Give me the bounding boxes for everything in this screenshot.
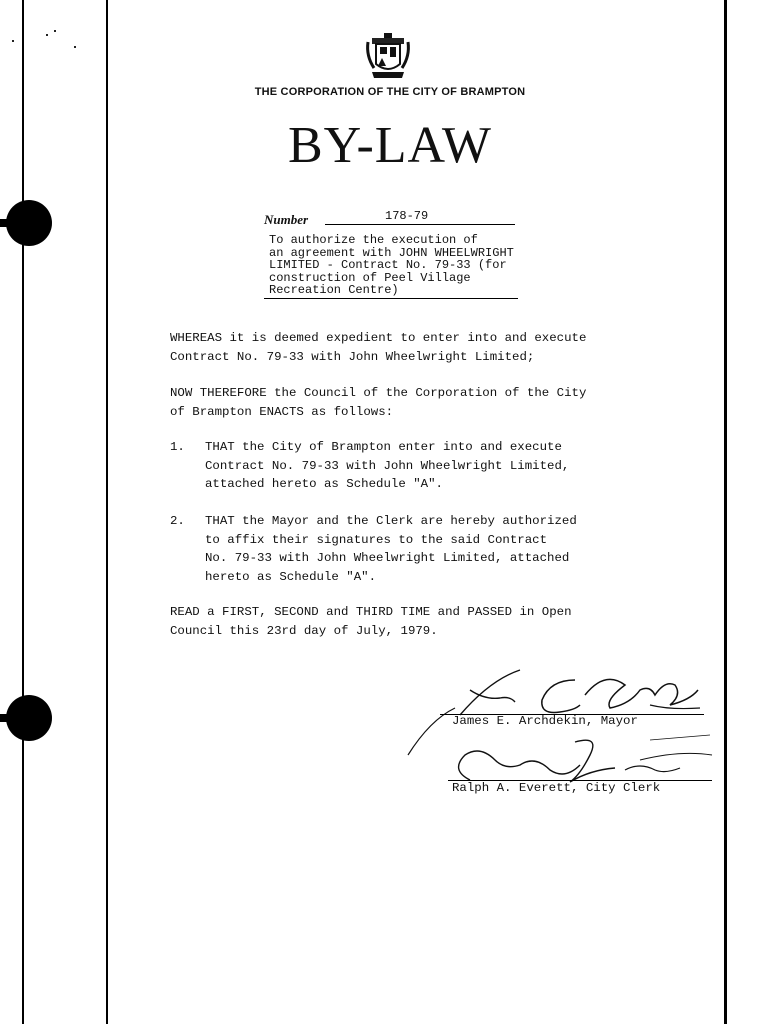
city-crest-icon xyxy=(362,30,414,82)
scan-speck xyxy=(54,30,56,32)
subject-underline xyxy=(264,298,518,299)
scan-speck xyxy=(46,34,48,36)
whereas-clause: WHEREAS it is deemed expedient to enter into and execute Contract No. 79-33 with John Wheelwright Limited; xyxy=(170,331,587,364)
clause-text: THAT the Mayor and the Clerk are hereby authorized to affix their signatures to the said Contract No. 79-33 with John Wheelwright Limited, attached hereto as Schedule "A". xyxy=(205,514,577,584)
mayor-name: James E. Archdekin, Mayor xyxy=(452,714,638,728)
bylaw-number-value: 178-79 xyxy=(385,209,429,223)
punch-hole-top-tab xyxy=(0,219,14,227)
scan-speck xyxy=(12,40,14,42)
punch-hole-bottom-tab xyxy=(0,714,14,722)
bylaw-number-underline xyxy=(325,224,515,225)
bylaw-number-label: Number xyxy=(264,212,309,227)
clause-text: THAT the City of Brampton enter into and execute Contract No. 79-33 with John Wheelwright Limited, attached hereto as Schedule "A". xyxy=(205,440,570,491)
bylaw-subject: To authorize the execution of an agreement with JOHN WHEELWRIGHT LIMITED - Contract No. 79-33 (for construction of Peel Village Recreation Centre) xyxy=(269,233,514,297)
now-therefore-clause: NOW THEREFORE the Council of the Corporation of the City of Brampton ENACTS as follows: xyxy=(170,386,587,419)
left-margin-line-inner xyxy=(106,0,108,1024)
left-margin-line-outer xyxy=(22,0,24,1024)
scan-speck xyxy=(74,46,76,48)
right-margin-line xyxy=(724,0,727,1024)
passed-statement: READ a FIRST, SECOND and THIRD TIME and PASSED in Open Council this 23rd day of July, 1979. xyxy=(170,605,572,638)
document-title: BY-LAW xyxy=(287,117,493,174)
clerk-name: Ralph A. Everett, City Clerk xyxy=(452,781,661,795)
clause-number: 2. xyxy=(170,514,185,528)
clause-number: 1. xyxy=(170,440,185,454)
corporation-heading: THE CORPORATION OF THE CITY OF BRAMPTON xyxy=(254,86,526,98)
